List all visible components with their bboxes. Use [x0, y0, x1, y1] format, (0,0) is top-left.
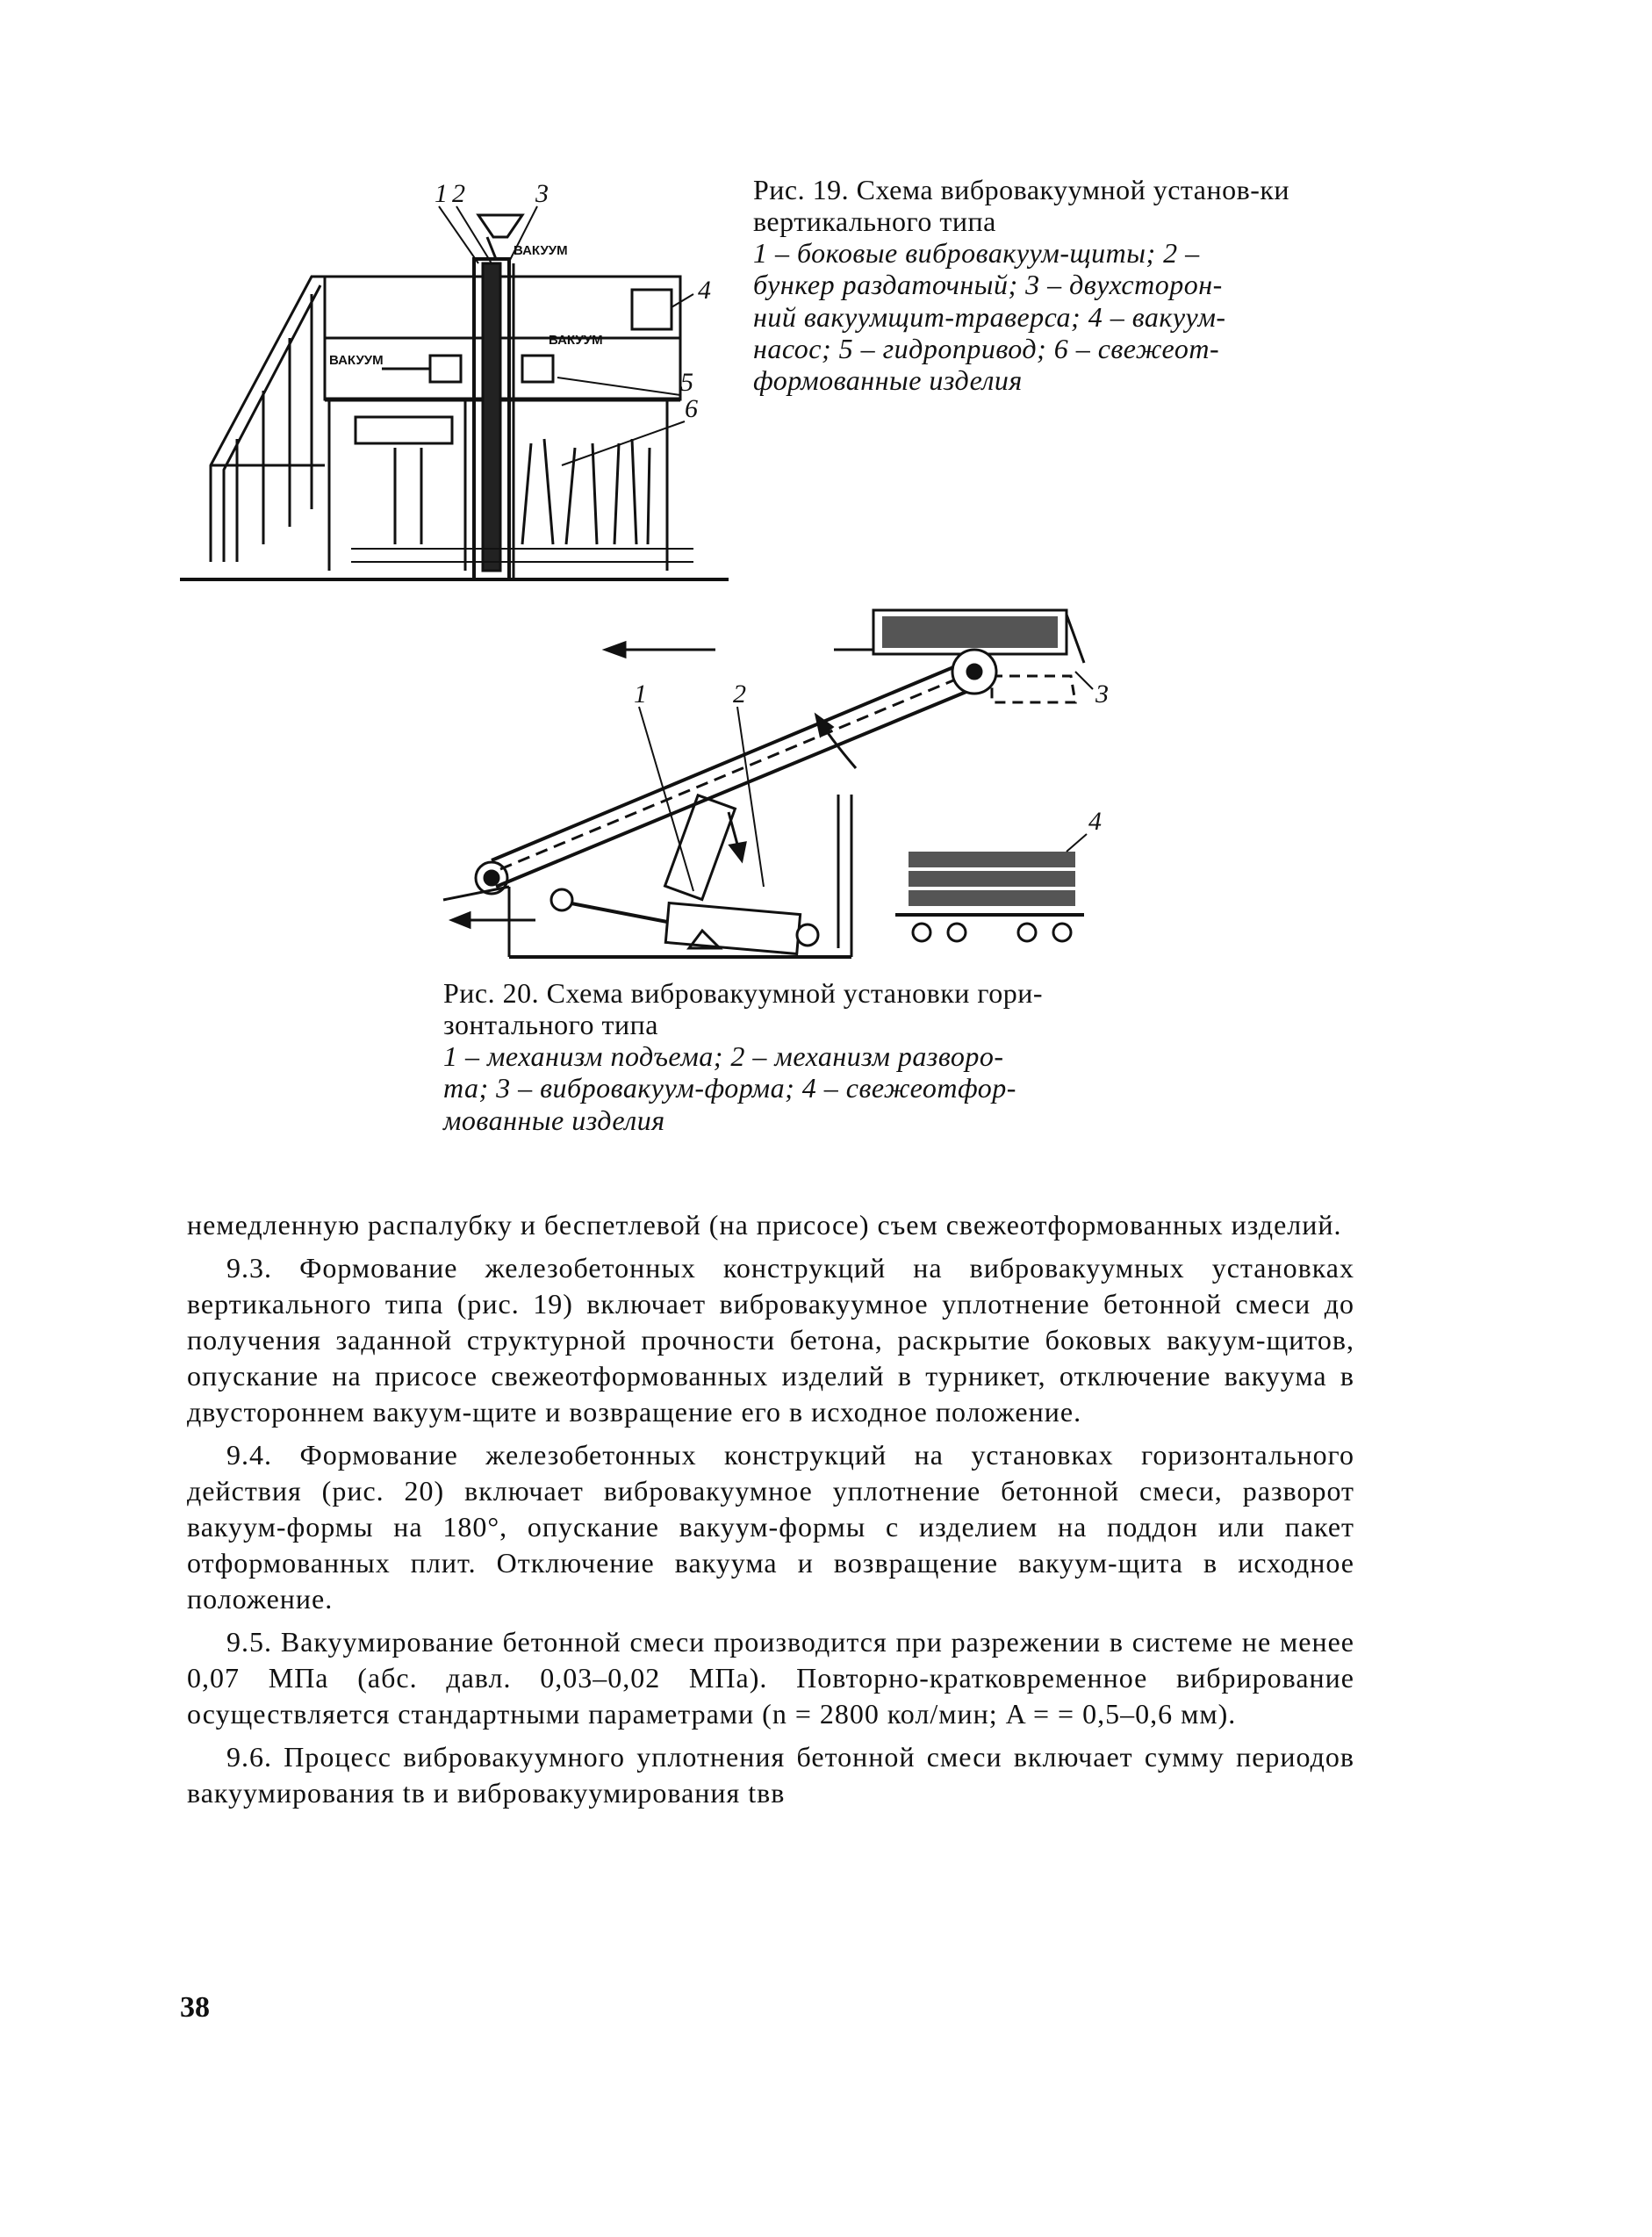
- fig20-callout-1: 1: [634, 680, 647, 709]
- paragraph-9-3: 9.3. Формование железобетонных конструкций на вибровакуумных установках вертикального типа (рис. 19) включает вибровакуумное уплотнение бетонной смеси до получения заданной структурной прочности бетона, раскрытие боковых вакуум-щитов, опускание на присосе свежеотформованных изделий в турникет, отключение вакуума в двустороннем вакуум-щите и возвращение его в исходное положение.: [187, 1252, 1354, 1428]
- fig19-callout-5: 5: [680, 368, 693, 397]
- figure-20-diagram: [430, 597, 1132, 966]
- figure-20-title-1: Рис. 20. Схема вибровакуумной установки гори-: [443, 977, 1043, 1009]
- figure-20-legend-1: 1 – механизм подъема; 2 – механизм разворо-: [443, 1040, 1004, 1073]
- figure-19-legend-2: бункер раздаточный; 3 – двухсторон-: [753, 269, 1223, 301]
- paragraph-continuation: немедленную распалубку и беспетлевой (на присосе) съем свежеотформованных изделий.: [187, 1209, 1342, 1241]
- fig19-callout-4: 4: [698, 276, 711, 305]
- body-text: [187, 1207, 1354, 1818]
- figure-20-title-2: зонтального типа: [443, 1009, 658, 1041]
- vacuum-tag-right: ВАКУУМ: [549, 333, 603, 348]
- figure-19-title: Рис. 19. Схема вибровакуумной установ-ки вертикального типа: [753, 174, 1290, 238]
- paragraph-9-5: 9.5. Вакуумирование бетонной смеси производится при разрежении в системе не менее 0,07 МПа (абс. давл. 0,03–0,02 МПа). Повторно-кратковременное вибрирование осуществляется стандартными параметрами (n = 2800 кол/мин; A = = 0,5–0,6 мм).: [187, 1626, 1354, 1730]
- fig20-callout-2: 2: [733, 680, 746, 709]
- figure-19-legend-4: насос; 5 – гидропривод; 6 – свежеот-: [753, 332, 1220, 364]
- paragraph-9-6: 9.6. Процесс вибровакуумного уплотнения бетонной смеси включает сумму периодов вакуумирования tв и вибровакуумирования tвв: [187, 1741, 1354, 1809]
- figure-20-legend-2: та; 3 – вибровакуум-форма; 4 – свежеотфор-: [443, 1072, 1016, 1104]
- figure-19-legend-3: ний вакуумщит-траверса; 4 – вакуум-: [753, 300, 1226, 333]
- fig19-callout-2: 2: [452, 179, 465, 208]
- figure-19-legend-5: формованные изделия: [753, 363, 1023, 396]
- page-number: 38: [180, 1991, 210, 2024]
- figure-19-legend-1: 1 – боковые вибровакуум-щиты; 2 –: [753, 237, 1200, 270]
- figure-20-caption: [443, 977, 1146, 1136]
- fig19-callout-6: 6: [685, 394, 698, 423]
- figure-19-diagram: [176, 176, 737, 588]
- vacuum-tag-top: ВАКУУМ: [514, 243, 568, 258]
- fig20-callout-3: 3: [1095, 680, 1109, 709]
- fig20-callout-4: 4: [1088, 807, 1102, 836]
- fig19-callout-1: 1: [435, 179, 448, 208]
- figure-20-legend-3: мованные изделия: [443, 1104, 665, 1136]
- fig19-callout-3: 3: [535, 179, 549, 208]
- vacuum-tag-left: ВАКУУМ: [329, 353, 384, 368]
- paragraph-9-4: 9.4. Формование железобетонных конструкций на установках горизонтального действия (рис. 20) включает вибровакуумное уплотнение бетонной смеси, разворот вакуум-формы на 180°, опускание вакуум-формы с изделием на поддон или пакет отформованных плит. Отключение вакуума и возвращение вакуум-щита в исходное положение.: [187, 1439, 1354, 1615]
- figure-19-caption: [753, 174, 1359, 396]
